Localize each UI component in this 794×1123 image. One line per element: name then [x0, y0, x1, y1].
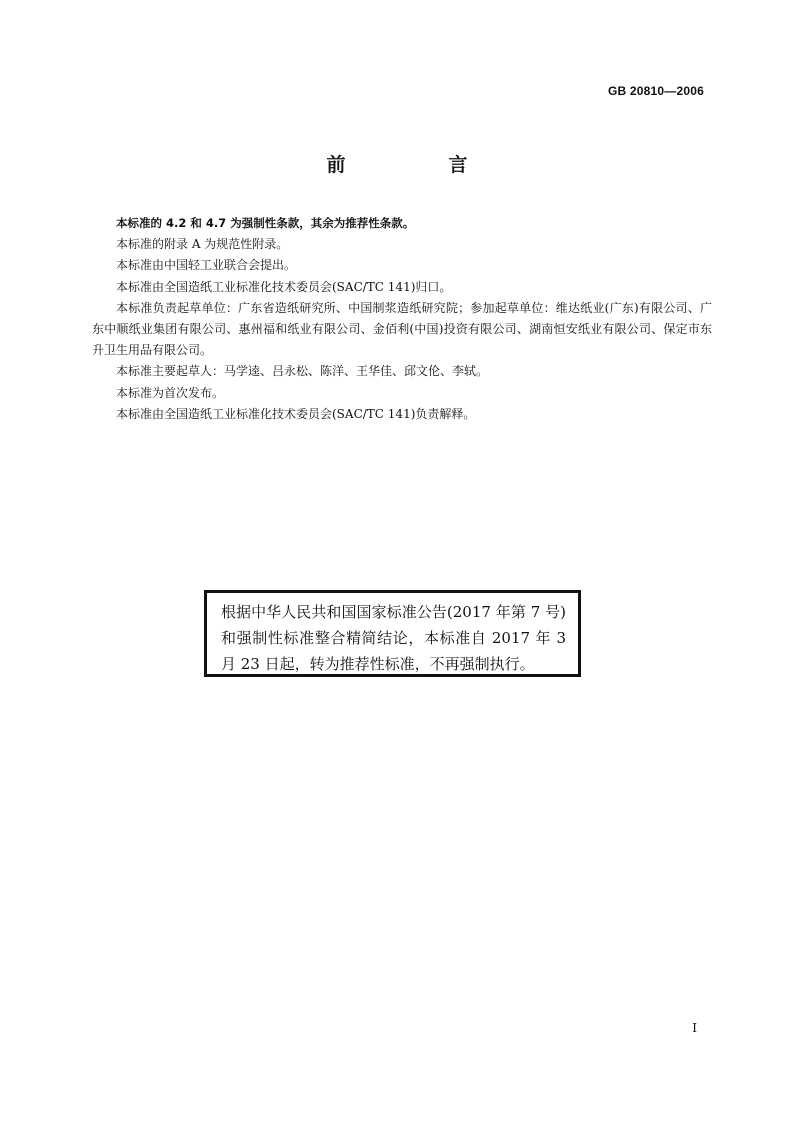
paragraph-drafting-units: 本标准负责起草单位：广东省造纸研究所、中国制浆造纸研究院；参加起草单位：维达纸业(广东)有限公司、广东中顺纸业集团有限公司、惠州福和纸业有限公司、金佰利(中国)投资有限公司、湖南恒安纸业有限公司、保定市东升卫生用品有限公司。: [92, 300, 712, 358]
paragraph-appendix: 本标准的附录 A 为规范性附录。: [116, 237, 289, 252]
standard-code: GB 20810—2006: [608, 84, 704, 98]
paragraph-mandatory-clauses: 本标准的 4.2 和 4.7 为强制性条款，其余为推荐性条款。: [116, 216, 415, 230]
paragraph-first-release: 本标准为首次发布。: [116, 385, 225, 400]
foreword-body: [92, 213, 712, 425]
page-title: 前 言: [326, 154, 510, 176]
paragraph-administration: 本标准由全国造纸工业标准化技术委员会(SAC/TC 141)归口。: [116, 279, 452, 294]
paragraph-interpretation: 本标准由全国造纸工业标准化技术委员会(SAC/TC 141)负责解释。: [116, 406, 476, 421]
paragraph-drafters: 本标准主要起草人：马学逵、吕永松、陈洋、王华佳、邱文伦、李轼。: [116, 364, 489, 379]
page-number: I: [692, 1021, 697, 1035]
conversion-notice-box: 根据中华人民共和国国家标准公告(2017 年第 7 号)和强制性标准整合精简结论，本标准自 2017 年 3 月 23 日起，转为推荐性标准，不再强制执行。: [204, 590, 581, 677]
paragraph-proposer: 本标准由中国轻工业联合会提出。: [116, 258, 297, 273]
